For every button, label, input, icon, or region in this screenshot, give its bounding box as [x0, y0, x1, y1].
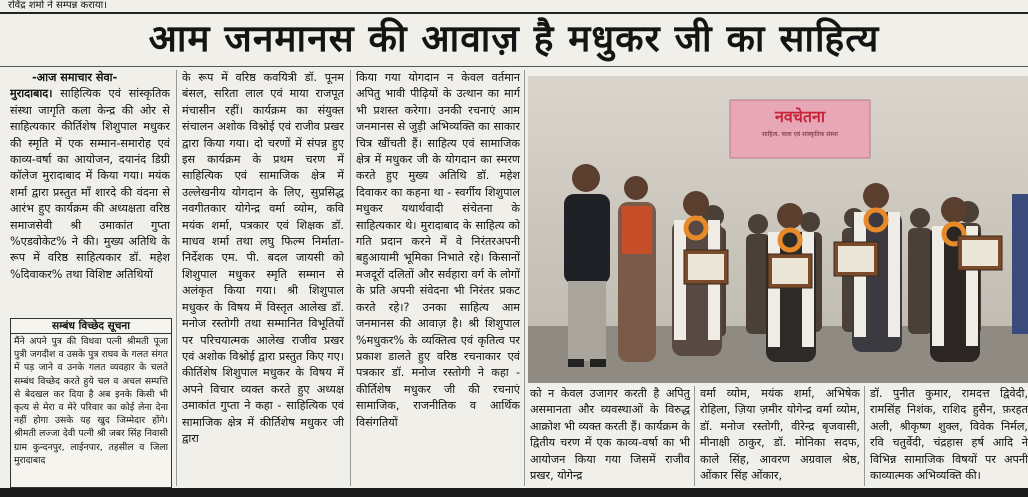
banner-title: नवचेतना: [774, 107, 826, 126]
event-photo: [528, 76, 1028, 383]
source-line: -आज समाचार सेवा-: [32, 71, 118, 84]
lead-text: साहित्यिक एवं सांस्कृतिक संस्था जागृति कला केन्द्र की ओर से साहित्यकार कीर्तिशेष शिशुपाल मधुकर की स्मृति में एक सम्मान-समारोह एवं काव्य-वर्षा का आयोजन, दयानंद डिग्री कॉलेज मुरादाबाद में किया गया। मयंक शर्मा द्वारा प्रस्तुत माँ शारदे की वंदना से आरंभ हुए कार्यक्रम की अध्यक्षता वरिष्ठ समाजसेवी श्री उमाकांत गुप्ता %एडवोकेट% ने की। मुख्य अतिथि के रूप में वरिष्ठ साहित्यकार डॉ. महेश %दिवाकर% तथा विशिष्ट अतिथियों: [10, 87, 170, 281]
column-4-text: को न केवल उजागर करती है अपितु असमानता और व्यवस्थाओं के विरुद्ध आक्रोश भी व्यक्त करती हैं। कार्यक्रम के द्वितीय चरण में एक काव्य-वर्षा का भी आयोजन किया गया जिसमें राजीव प्रखर, योगेन्द्र: [530, 387, 690, 483]
column-2-text: के रूप में वरिष्ठ कवयित्री डॉ. पूनम बंसल, सरिता लाल एवं माया राजपूत मंचासीन रहीं। कार्यक्रम का संयुक्त संचालन अशोक विश्नोई एवं राजीव प्रखर द्वारा किया गया। दो चरणों में संपन्न हुए इस कार्यक्रम के प्रथम चरण में साहित्यिक एवं सामाजिक क्षेत्र में उल्लेखनीय योगदान के लिए, सुप्रसिद्ध नवगीतकार योगेन्द्र वर्मा व्योम, कवि मयंक शर्मा, पत्रकार एवं शिक्षक डॉ. माधव शर्मा तथा लघु फिल्म निर्माता-निर्देशक एम. पी. बदल जायसी को शिशुपाल मधुकर स्मृति सम्मान से अलंकृत किया गया। श्री शिशुपाल मधुकर के विषय में विस्तृत आलेख डॉ. मनोज रस्तोगी तथा सम्मानित विभूतियों पर परिचयात्मक आलेख राजीव प्रखर एवं अशोक विश्नोई द्वारा प्रस्तुत किए गए। कीर्तिशेष शिशुपाल मधुकर के विषय में अपने विचार व्यक्त करते हुए अध्यक्ष उमाकांत गुप्ता ने कहा - साहित्यिक एवं सामाजिक क्षेत्र में कीर्तिशेष मधुकर जी द्वारा: [182, 71, 344, 445]
top-fragment: रविंद्र शर्मा ने सम्पन्न कराया।: [8, 0, 108, 11]
column-divider: [524, 70, 525, 486]
article-column-3: [356, 70, 520, 486]
column-divider: [350, 70, 351, 486]
dateline: मुरादाबाद।: [10, 87, 53, 101]
banner-subtitle: साहित्य, कला एवं सांस्कृतिक संस्था: [762, 131, 838, 138]
headline-rule: [0, 66, 1028, 67]
headline: आम जनमानस की आवाज़ है मधुकर जी का साहित्य: [148, 17, 880, 60]
article-column-1: [10, 70, 170, 314]
article-lead: [10, 86, 170, 283]
article-column-5: [700, 386, 860, 488]
column-5-text: वर्मा व्योम, मयंक शर्मा, अभिषेक रोहिला, ज़िया ज़मीर योगेन्द्र वर्मा व्योम, डॉ. मनोज रस्तोगी, वीरेन्द्र बृजवासी, मीनाक्षी ठाकुर, डॉ. मोनिका सदफ, काले सिंह, आवरण अग्रवाल श्रेष्ठ, ओंकार सिंह ओंकार,: [700, 387, 860, 483]
footer-bar: [0, 488, 1028, 497]
column-divider: [864, 386, 865, 486]
article-column-4: [530, 386, 690, 488]
column-6-text: डॉ. पुनीत कुमार, रामदत्त द्विवेदी, रामसिंह निशंक, राशिद हुसैन, फ़रहत अली, श्रीकृष्ण शुक्ल, विवेक निर्मल, रवि चतुर्वेदी, चंद्रहास हर्ष आदि ने विभिन्न सामाजिक विषयों पर अपनी काव्यात्मक अभिव्यक्ति की।: [870, 387, 1028, 483]
column-3-text: किया गया योगदान न केवल वर्तमान अपितु भावी पीढ़ियों के उत्थान का मार्ग भी प्रशस्त करेगा। उनकी रचनाएं आम जनमानस से जुड़ी अभिव्यक्ति का साकार चित्र खींचती हैं। साहित्य एवं सामाजिक क्षेत्र में मधुकर जी के योगदान का स्मरण करते हुए मुख्य अतिथि डॉ. महेश दिवाकर का कहना था - स्वर्गीय शिशुपाल मधुकर यथार्थवादी संचेतना के साहित्यकार थे। मुरादाबाद के साहित्य को गति प्रदान करने में वे निरंतरअपनी बहुआयामी भूमिका निभाते रहे। किसानों मजदूरों दलितों और सर्वहारा वर्ग के लोगों के प्रति अपनी संवेदना भी निरंतर प्रकट करते रहे।? उनका साहित्य आम जनमानस की आवाज़ है। श्री शिशुपाल %मधुकर% के व्यक्तित्व एवं कृतित्व पर प्रकाश डालते हुए वरिष्ठ रचनाकार एवं पत्रकार डॉ. मनोज रस्तोगी ने कहा - कीर्तिशेष मधुकर जी की रचनाएं सामाजिक, राजनीतिक व आर्थिक विसंगतियों: [356, 71, 520, 429]
notice-title: सम्बंध विच्छेद सूचना: [11, 319, 171, 334]
article-column-2: [182, 70, 344, 486]
column-divider: [176, 70, 177, 486]
article-column-6: [870, 386, 1028, 488]
column-divider: [694, 386, 695, 486]
disownment-notice: [10, 318, 172, 488]
photo-illustration: [528, 76, 1028, 383]
notice-body: मैंने अपने पुत्र की विधवा पत्नी श्रीमती पूजा पुत्री जगदीश व उसके पुत्र राघव के गलत संगत में पड़ जाने व उनके गलत व्यवहार के चलते सम्बंध विच्छेद करते हुये चल व अचल सम्पत्ति से बेदखल कर दिया है अब इनके किसी भी कृत्य से मेरा व मेरे परिवार का कोई लेना देना नहीं होगा उसके यह खुद जिम्मेदार होंगे। श्रीमती लज्जा देवी पत्नी श्री जबर सिंह निवासी ग्राम कुन्दनपुर, लाईनपार, तहसील व जिला मुरादाबाद: [14, 336, 168, 466]
